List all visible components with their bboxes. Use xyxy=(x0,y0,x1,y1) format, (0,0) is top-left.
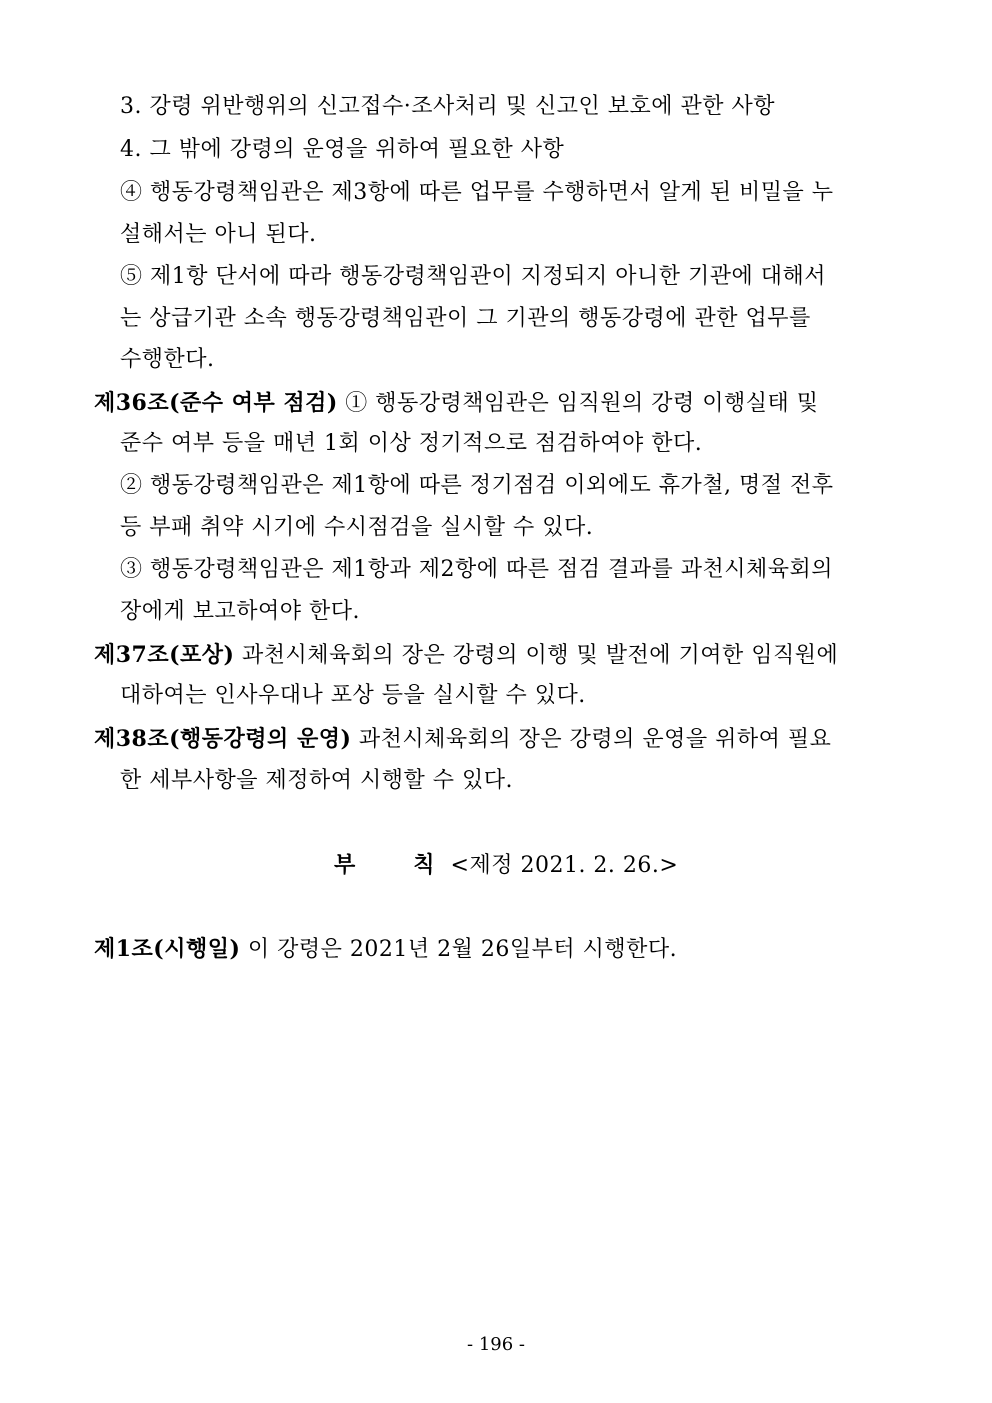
body-line xyxy=(120,220,317,250)
body-line xyxy=(120,555,896,585)
addendum-title-second: 칙 xyxy=(413,852,436,878)
line-text: 4. 그 밖에 강령의 운영을 위하여 필요한 사항 xyxy=(120,137,565,162)
line-text: 수행한다. xyxy=(120,347,215,372)
body-line xyxy=(120,597,360,627)
line-text: 설해서는 아니 된다. xyxy=(120,222,317,247)
article-heading-line xyxy=(94,388,896,419)
line-text: 등 부패 취약 시기에 수시점검을 실시할 수 있다. xyxy=(120,515,594,540)
article-heading: 제1조(시행일) xyxy=(94,936,241,962)
final-article-line xyxy=(94,934,677,965)
line-text: 한 세부사항을 제정하여 시행할 수 있다. xyxy=(120,768,513,793)
line-text: 준수 여부 등을 매년 1회 이상 정기적으로 점검하여야 한다. xyxy=(120,431,703,456)
page-number: - 196 - xyxy=(467,1334,525,1355)
body-line xyxy=(120,345,215,375)
body-line xyxy=(120,513,593,543)
line-text: 3. 강령 위반행위의 신고접수·조사처리 및 신고인 보호에 관한 사항 xyxy=(120,94,775,119)
line-text: 장에게 보고하여야 한다. xyxy=(120,599,361,624)
body-line xyxy=(120,304,896,334)
article-heading: 제37조(포상) xyxy=(94,642,235,668)
line-text: ① 행동강령책임관은 임직원의 강령 이행실태 및 xyxy=(337,391,819,416)
body-line xyxy=(120,135,564,165)
addendum-title xyxy=(334,850,678,881)
line-text: ⑤ 제1항 단서에 따라 행동강령책임관이 지정되지 아니한 기관에 대해서 xyxy=(120,264,827,289)
line-text: 는 상급기관 소속 행동강령책임관이 그 기관의 행동강령에 관한 업무를 xyxy=(120,306,811,331)
addendum-title-first: 부 xyxy=(334,852,356,878)
body-line xyxy=(120,92,860,122)
line-text: 이 강령은 2021년 2월 26일부터 시행한다. xyxy=(240,937,678,962)
article-heading: 제38조(행동강령의 운영) xyxy=(94,726,352,752)
line-text: ② 행동강령책임관은 제1항에 따른 정기점검 이외에도 휴가철, 명절 전후 xyxy=(120,473,834,498)
addendum-enactment-note: <제정 2021. 2. 26.> xyxy=(450,853,679,878)
article-heading-line xyxy=(94,724,896,755)
article-heading: 제36조(준수 여부 점검) xyxy=(94,390,338,416)
article-heading-line xyxy=(94,640,896,671)
body-line xyxy=(120,429,702,459)
body-line xyxy=(120,766,513,796)
body-line xyxy=(120,681,586,711)
line-text: 대하여는 인사우대나 포상 등을 실시할 수 있다. xyxy=(120,683,586,708)
line-text: 과천시체육회의 장은 강령의 이행 및 발전에 기여한 임직원에 xyxy=(234,643,839,668)
body-line xyxy=(120,178,896,208)
body-line xyxy=(120,262,896,292)
body-line xyxy=(120,471,896,501)
line-text: ③ 행동강령책임관은 제1항과 제2항에 따른 점검 결과를 과천시체육회의 xyxy=(120,557,834,582)
line-text: ④ 행동강령책임관은 제3항에 따른 업무를 수행하면서 알게 된 비밀을 누 xyxy=(120,180,834,205)
line-text: 과천시체육회의 장은 강령의 운영을 위하여 필요 xyxy=(351,727,832,752)
